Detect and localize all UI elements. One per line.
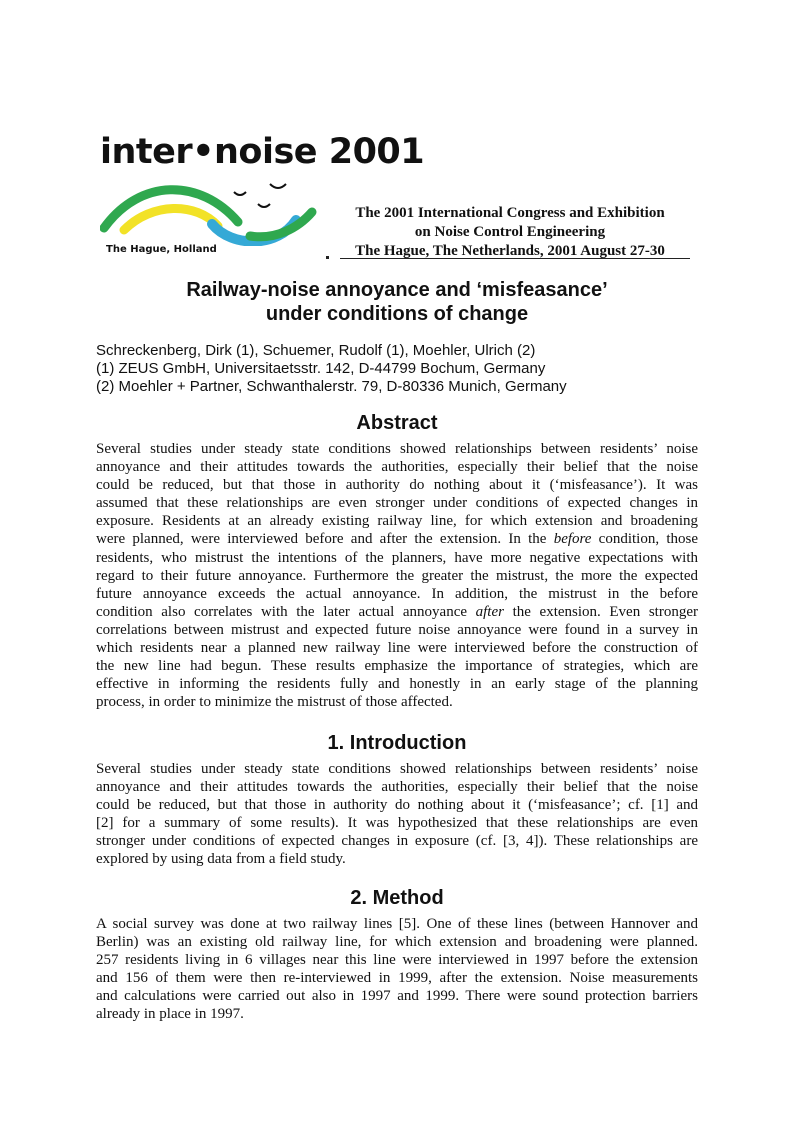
text-segment: the extension. Even stronger: [503, 603, 698, 620]
logo-smile-mark-1: [234, 192, 246, 195]
conference-logo: [100, 132, 425, 260]
text-line: annoyance and their attitudes towards the authorities, especially their belief that the noise: [96, 459, 698, 476]
text-line: and 156 of them were then re-interviewed in 1999, after the extension. Noise measurements: [96, 970, 698, 987]
conference-header: [336, 204, 684, 261]
text-line: [96, 603, 698, 621]
text-line: explored by using data from a field study.: [96, 851, 346, 868]
text-line: the new line had begun. These results emphasize the importance of strategies, which are: [96, 658, 698, 675]
text-line: exposure. Residents at an already existing railway line, for which extension and broadening: [96, 513, 698, 530]
abstract-body: [96, 440, 698, 711]
paper-title: [96, 278, 698, 326]
title-line: Railway-noise annoyance and ‘misfeasance’: [186, 279, 608, 301]
emphasis-after: after: [475, 603, 504, 620]
logo-place-label: The Hague, Holland: [106, 244, 217, 255]
header-rule-dot: [326, 256, 329, 259]
introduction-heading: 1. Introduction: [327, 732, 467, 754]
conference-line: on Noise Control Engineering: [414, 224, 606, 240]
text-line: correlations between mistrust and expected future noise annoyance were found in a survey in: [96, 621, 698, 638]
logo-wordmark: inter•noise 2001: [100, 132, 425, 172]
text-line: 257 residents living in 6 villages near this line were interviewed in 1997 before the extension: [96, 952, 698, 969]
text-line: A social survey was done at two railway lines [5]. One of these lines (between Hannover and: [96, 916, 698, 932]
text-line: could be reduced, but that those in authority do nothing about it (‘misfeasance’; cf. [1] and: [96, 797, 698, 814]
header-rule: [340, 258, 690, 259]
text-line: already in place in 1997.: [96, 1006, 244, 1023]
author-block: [96, 342, 567, 396]
text-line: Berlin) was an existing old railway line, for which extension and broadening were planned.: [96, 934, 698, 951]
logo-smile-mark-2: [270, 184, 286, 188]
text-line: annoyance and their attitudes towards the authorities, especially their belief that the noise: [96, 779, 698, 796]
author-names: Schreckenberg, Dirk (1), Schuemer, Rudolf (1), Moehler, Ulrich (2): [96, 342, 536, 359]
text-line: [2] for a summary of some results). It was hypothesized that these relationships are even: [96, 815, 698, 832]
text-line: stronger under conditions of expected changes in exposure (cf. [3, 4]). These relationships are: [96, 833, 698, 850]
logo-yellow-arc: [124, 208, 218, 230]
logo-waves-graphic: [100, 176, 332, 246]
text-line: process, in order to minimize the mistrust of those affected.: [96, 694, 453, 711]
conference-line: The 2001 International Congress and Exhibition: [355, 205, 665, 221]
text-line: and calculations were carried out also in 1997 and 1999. There were sound protection barriers: [96, 988, 698, 1005]
emphasis-before: before: [553, 531, 592, 548]
text-line: regard to their future annoyance. Furthermore the greater the mistrust, the more the expected: [96, 567, 698, 584]
text-line: Several studies under steady state conditions showed relationships between residents’ noise: [96, 761, 698, 777]
method-body: [96, 915, 698, 1024]
abstract-heading: Abstract: [356, 412, 438, 434]
logo-green-arc-right: [250, 212, 312, 237]
text-line: which residents near a planned new railway line were interviewed before the construction of: [96, 640, 698, 657]
logo-smile-mark-3: [258, 204, 270, 207]
title-line: under conditions of change: [265, 303, 529, 325]
text-line: [96, 530, 698, 548]
method-heading: 2. Method: [350, 887, 444, 909]
affiliation-2: (2) Moehler + Partner, Schwanthalerstr. 79, D-80336 Munich, Germany: [96, 378, 567, 395]
text-line: could be reduced, but that those in authority do nothing about it (‘misfeasance’). It was: [96, 477, 698, 494]
text-line: residents, who mistrust the intentions of the planners, have more negative expectations with: [96, 549, 698, 566]
text-line: assumed that these relationships are even stronger under conditions of expected changes in: [96, 495, 698, 512]
text-line: Several studies under steady state conditions showed relationships between residents’ noise: [96, 441, 698, 457]
introduction-body: [96, 760, 698, 869]
affiliation-1: (1) ZEUS GmbH, Universitaetsstr. 142, D-44799 Bochum, Germany: [96, 360, 546, 377]
text-segment: were planned, were interviewed before and after the extension. In the: [96, 531, 547, 548]
text-line: effective in informing the residents fully and honestly in an early stage of the planning: [96, 676, 698, 693]
text-segment: condition also correlates with the later actual annoyance: [96, 603, 468, 620]
conference-line: The Hague, The Netherlands, 2001 August 27-30: [355, 243, 665, 259]
text-line: future annoyance exceeds the actual annoyance. In addition, the mistrust in the before: [96, 585, 698, 602]
text-segment: condition, those: [591, 531, 698, 548]
